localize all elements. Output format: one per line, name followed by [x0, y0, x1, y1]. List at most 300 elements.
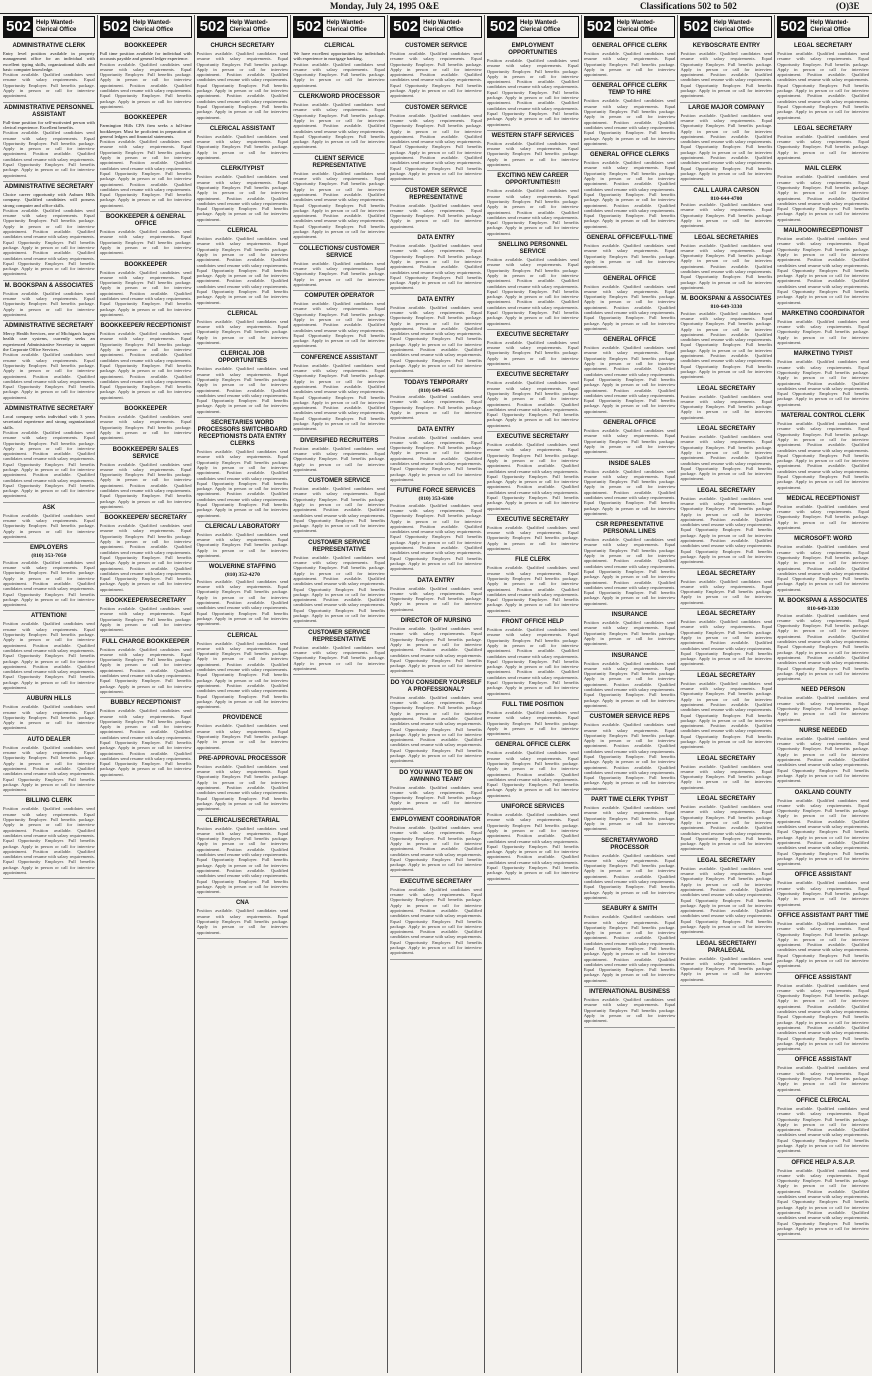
ad-fine-print: Position available. Qualified candidates send resume with salary requirements. Equal Opportunity Employer. Full benefits package. Apply in person or call for interview appointment. Position available. Qualified candidates send resume with salary requirements. Equal Opportunity Employer. Full benefits package. Apply in person or call for interview appointment. Position available. Qualified candidates send resume with salary requirements. Equal Opportunity Employer. Full benefits package. Apply in person or call for interview appointment. [3, 806, 95, 876]
ad-fine-print: Position available. Qualified candidates send resume with salary requirements. Equal Opportunity Employer. Full benefits package. Apply in person or call for interview appointment. Position available. Qualified candidates send resume with salary requirements. Equal Opportunity Employer. Full benefits package. Apply in person or call for interview appointment. Position available. Qualified candidates send resume with salary requirements. Equal Opportunity Employer. Full benefits package. Apply in person or call for interview appointment. [583, 914, 676, 983]
classified-ad [777, 685, 869, 725]
ad-fine-print: Position available. Qualified candidates send resume with salary requirements. Equal Opportunity Employer. Full benefits package. Apply in person or call for interview appointment. [680, 393, 773, 420]
ad-body: Local company seeks individual with 3 years secretarial experience and strong organizational skills. [3, 414, 95, 430]
section-header [197, 16, 289, 38]
classified-ad [3, 404, 95, 503]
classified-ad [3, 321, 95, 404]
section-number: 502 [780, 18, 806, 35]
classified-ad [584, 712, 676, 795]
ad-heading: COMPUTER OPERATOR [304, 293, 374, 300]
ad-heading: MAILROOM/RECEPTIONIST [783, 228, 863, 235]
classified-ad [197, 41, 289, 124]
section-number: 502 [683, 18, 709, 35]
classified-ad [100, 698, 192, 781]
classified-ad [777, 911, 869, 973]
ad-fine-print: Position available. Qualified candidates send resume with salary requirements. Equal Opportunity Employer. Full benefits package. Apply in person or call for interview appointment. Position available. Qualified candidates send resume with salary requirements. Equal Opportunity Employer. Full benefits package. Apply in person or call for interview appointment. [486, 750, 579, 798]
classified-ad [3, 796, 95, 879]
ad-fine-print: Position available. Qualified candidates send resume with salary requirements. Equal Opportunity Employer. Full benefits package. Apply in person or call for interview appointment. [3, 704, 95, 731]
ad-phone: (810) 352-4270 [224, 572, 260, 579]
classified-ad [197, 309, 289, 349]
ad-fine-print: Position available. Qualified candidates send resume with salary requirements. Equal Opportunity Employer. Full benefits package. Apply in person or call for interview appointment. [196, 723, 289, 750]
ad-fine-print: Position available. Qualified candidates send resume with salary requirements. Equal Opportunity Employer. Full benefits package. Apply in person or call for interview appointment. [196, 531, 289, 559]
classified-ad [390, 678, 482, 768]
ad-heading: INTERNATIONAL BUSINESS [589, 989, 670, 996]
ad-heading: MARKETING TYPIST [793, 351, 853, 358]
classified-ad [777, 1055, 869, 1095]
classified-ad [680, 486, 772, 569]
classified-ad [3, 611, 95, 694]
ad-heading: GENERAL OFFICE [603, 420, 657, 427]
ad-body: Farmington Hills CPA firm seeks a full-time bookkeeper. Must be proficient in preparation of general ledgers and financial statements. [99, 123, 192, 139]
ad-fine-print: Position available. Qualified candidates send resume with salary requirements. Equal Opportunity Employer. Full benefits package. Apply in person or call for interview appointment. Position available. Qualified candidates send resume with salary requirements. Equal Opportunity Employer. Full benefits package. Apply in person or call for interview appointment. [583, 660, 676, 708]
section-number: 502 [393, 18, 419, 35]
ad-heading: FRONT OFFICE HELP [501, 619, 564, 626]
ad-fine-print: Position available. Qualified candidates send resume with salary requirements. Equal Opportunity Employer. Full benefits package. Apply in person or call for interview appointment. Position available. Qualified candidates send resume with salary requirements. Equal Opportunity Employer. Full benefits package. Apply in person or call for interview appointment. Position available. Qualified candidates send resume with salary requirements. Equal Opportunity Employer. Full benefits package. Apply in person or call for interview appointment. [486, 257, 579, 326]
ad-fine-print: Position available. Qualified candidates send resume with salary requirements. Equal Opportunity Employer. Full benefits package. Apply in person or call for interview appointment. Position available. Qualified candidates send resume with salary requirements. Equal Opportunity Employer. Full benefits package. Apply in person or call for interview appointment. Position available. Qualified candidates send resume with salary requirements. Equal Opportunity Employer. Full benefits package. Apply in person or call for interview appointment. [777, 421, 870, 490]
classified-ad [197, 754, 289, 816]
ad-fine-print: Position available. Qualified candidates send resume with salary requirements. Equal Opportunity Employer. Full benefits package. Apply in person or call for interview appointment. Position available. Qualified candidates send resume with salary requirements. Equal Opportunity Employer. Full benefits package. Apply in person or call for interview appointment. [583, 852, 676, 900]
ad-fine-print: Position available. Qualified candidates send resume with salary requirements. Equal Opportunity Employer. Full benefits package. Apply in person or call for interview appointment. Position available. Qualified candidates send resume with salary requirements. Equal Opportunity Employer. Full benefits package. Apply in person or call for interview appointment. [583, 283, 676, 331]
ad-heading: LEGAL SECRETARY [697, 487, 756, 494]
ad-body: Entry level position available in property management office for an individual with excellent typing skills, organizational skills and basic computer knowledge. [3, 51, 95, 72]
ad-body: Mercy Health Services, one of Michigan's largest health care systems, currently seeks an experienced Administrative Secretary to support the Corporate Office Services. [3, 331, 95, 353]
classified-ad [487, 171, 579, 240]
classified-ad [584, 610, 676, 650]
ad-heading: AUBURN HILLS [26, 696, 72, 703]
ad-fine-print: Position available. Qualified candidates send resume with salary requirements. Equal Opportunity Employer. Full benefits package. Apply in person or call for interview appointment. Position available. Qualified candidates send resume with salary requirements. Equal Opportunity Employer. Full benefits package. Apply in person or call for interview appointment. Position available. Qualified candidates send resume with salary requirements. Equal Opportunity Employer. Full benefits package. Apply in person or call for interview appointment. [99, 523, 192, 592]
ad-heading: BOOKKEEPER/ SALES SERVICE [112, 446, 179, 460]
ad-heading: EXECUTIVE SECRETARY [400, 878, 473, 885]
ad-fine-print: Position available. Qualified candidates send resume with salary requirements. Equal Opportunity Employer. Full benefits package. Apply in person or call for interview appointment. Position available. Qualified candidates send resume with salary requirements. Equal Opportunity Employer. Full benefits package. Apply in person or call for interview appointment. Position available. Qualified candidates send resume with salary requirements. Equal Opportunity Employer. Full benefits package. Apply in person or call for interview appointment. [583, 160, 676, 229]
classified-ad [777, 226, 869, 309]
classified-ad [487, 700, 579, 740]
ad-fine-print: Position available. Qualified candidates send resume with salary requirements. Equal Opportunity Employer. Full benefits package. Apply in person or call for interview appointment. Position available. Qualified candidates send resume with salary requirements. Equal Opportunity Employer. Full benefits package. Apply in person or call for interview appointment. [777, 544, 870, 592]
classified-ad [197, 226, 289, 309]
ad-heading: CLERK/TYPIST [220, 166, 265, 173]
ad-heading: FUTURE FORCE SERVICES [396, 488, 476, 495]
ad-heading: SECRETARY/WORD PROCESSOR [601, 837, 659, 851]
ad-heading: CSR REPRESENTATIVE PERSONAL LINES [595, 522, 664, 536]
ad-fine-print: Position available. Qualified candidates send resume with salary requirements. Equal Opportunity Employer. Full benefits package. Apply in person or call for interview appointment. Position available. Qualified candidates send resume with salary requirements. Equal Opportunity Employer. Full benefits package. Apply in person or call for interview appointment. Position available. Qualified candidates send resume with salary requirements. Equal Opportunity Employer. Full benefits package. Apply in person or call for interview appointment. [583, 537, 676, 606]
ad-heading: FILE CLERK [515, 557, 551, 564]
ad-heading: DATA ENTRY [417, 577, 455, 584]
classified-ad [100, 513, 192, 596]
classified-ad [777, 596, 869, 685]
ad-fine-print: Position available. Qualified candidates send resume with salary requirements. Equal Opportunity Employer. Full benefits package. Apply in person or call for interview appointment. Position available. Qualified candidates send resume with salary requirements. Equal Opportunity Employer. Full benefits package. Apply in person or call for interview appointment. [680, 51, 773, 99]
ad-fine-print: Position available. Qualified candidates send resume with salary requirements. Equal Opportunity Employer. Full benefits package. Apply in person or call for interview appointment. Position available. Qualified candidates send resume with salary requirements. Equal Opportunity Employer. Full benefits package. Apply in person or call for interview appointment. [486, 188, 579, 236]
ad-fine-print: Position available. Qualified candidates send resume with salary requirements. Equal Opportunity Employer. Full benefits package. Apply in person or call for interview appointment. Position available. Qualified candidates send resume with salary requirements. Equal Opportunity Employer. Full benefits package. Apply in person or call for interview appointment. Position available. Qualified candidates send resume with salary requirements. Equal Opportunity Employer. Full benefits package. Apply in person or call for interview appointment. [777, 236, 870, 305]
ad-fine-print: Position available. Qualified candidates send resume with salary requirements. Equal Opportunity Employer. Full benefits package. Apply in person or call for interview appointment. Position available. Qualified candidates send resume with salary requirements. Equal Opportunity Employer. Full benefits package. Apply in person or call for interview appointment. Position available. Qualified candidates send resume with salary requirements. Equal Opportunity Employer. Full benefits package. Apply in person or call for interview appointment. [390, 502, 482, 572]
ad-heading: MAIL CLERK [804, 166, 842, 173]
classified-ad [584, 987, 676, 1027]
classified-ad [777, 788, 869, 871]
ad-phone: (810) 353-7050 [31, 553, 67, 560]
classified-ad [100, 404, 192, 444]
ad-heading: NEED PERSON [801, 687, 845, 694]
ad-heading: LEGAL SECRETARY/ PARALEGAL [696, 940, 757, 954]
classified-ad [584, 150, 676, 233]
ad-phone: 810-644-4700 [710, 195, 743, 202]
classified-ad [100, 260, 192, 322]
ad-heading: AUTO DEALER [27, 736, 71, 743]
ad-fine-print: Position available. Qualified candidates send resume with salary requirements. Equal Opportunity Employer. Full benefits package. Apply in person or call for interview appointment. [293, 644, 386, 671]
ad-heading: BOOKKEEPER [124, 261, 168, 268]
ad-heading: SNELLING PERSONNEL SERVICE [498, 242, 568, 256]
ad-phone: 810-649-3330 [807, 606, 839, 613]
ad-fine-print: Position available. Qualified candidates send resume with salary requirements. Equal Opportunity Employer. Full benefits package. Apply in person or call for interview appointment. Position available. Qualified candidates send resume with salary requirements. Equal Opportunity Employer. Full benefits package. Apply in person or call for interview appointment. Position available. Qualified candidates send resume with salary requirements. Equal Opportunity Employer. Full benefits package. Apply in person or call for interview appointment. [196, 825, 289, 895]
ad-heading: ADMINISTRATIVE SECRETARY [4, 323, 94, 330]
classified-ad [487, 330, 579, 370]
ad-heading: ADMINISTRATIVE CLERK [12, 43, 86, 49]
classified-ad [100, 321, 192, 404]
ad-fine-print: Position available. Qualified candidates send resume with salary requirements. Equal Opportunity Employer. Full benefits package. Apply in person or call for interview appointment. Position available. Qualified candidates send resume with salary requirements. Equal Opportunity Employer. Full benefits package. Apply in person or call for interview appointment. [99, 646, 192, 694]
page-number: (O)3E [836, 1, 860, 11]
ad-fine-print: Position available. Qualified candidates send resume with salary requirements. Equal Opportunity Employer. Full benefits package. Apply in person or call for interview appointment. Position available. Qualified candidates send resume with salary requirements. Equal Opportunity Employer. Full benefits package. Apply in person or call for interview appointment. Position available. Qualified candidates send resume with salary requirements. Equal Opportunity Employer. Full benefits package. Apply in person or call for interview appointment. [777, 612, 870, 682]
masthead [0, 0, 872, 14]
ad-fine-print: Position available. Qualified candidates send resume with salary requirements. Equal Opportunity Employer. Full benefits package. Apply in person or call for interview appointment. [99, 414, 192, 441]
classified-ad [390, 486, 482, 575]
classified-ad [777, 349, 869, 411]
ad-fine-print: Position available. Qualified candidates send resume with salary requirements. Equal Opportunity Employer. Full benefits package. Apply in person or call for interview appointment. Position available. Qualified candidates send resume with salary requirements. Equal Opportunity Employer. Full benefits package. Apply in person or call for interview appointment. Position available. Qualified candidates send resume with salary requirements. Equal Opportunity Employer. Full benefits package. Apply in person or call for interview appointment. [3, 621, 95, 690]
ad-heading: EMPLOYERS [30, 545, 68, 552]
ad-phone: (810) 353-6300 [418, 496, 454, 503]
classified-ad [584, 335, 676, 418]
ad-fine-print: Position available. Qualified candidates send resume with salary requirements. Equal Opportunity Employer. Full benefits package. Apply in person or call for interview appointment. Position available. Qualified candidates send resume with salary requirements. Equal Opportunity Employer. Full benefits package. Apply in person or call for interview appointment. Position available. Qualified candidates send resume with salary requirements. Equal Opportunity Employer. Full benefits package. Apply in person or call for interview appointment. [486, 58, 579, 127]
section-label: Help Wanted-Clerical Office [810, 20, 851, 33]
classified-ad [197, 349, 289, 418]
ad-fine-print: Position available. Qualified candidates send resume with salary requirements. Equal Opportunity Employer. Full benefits package. Apply in person or call for interview appointment. [777, 1065, 870, 1092]
ad-heading: LEGAL SECRETARY [794, 125, 853, 132]
classified-ad [390, 233, 482, 295]
ad-fine-print: Position available. Qualified candidates send resume with salary requirements. Equal Opportunity Employer. Full benefits package. Apply in person or call for interview appointment. [390, 784, 482, 811]
ad-heading: DATA ENTRY [417, 426, 455, 433]
ad-heading: CUSTOMER SERVICE [404, 43, 468, 49]
ad-fine-print: Position available. Qualified candidates send resume with salary requirements. Equal Opportunity Employer. Full benefits package. Apply in person or call for interview appointment. [583, 428, 676, 455]
ad-heading: ADMINISTRATIVE SECRETARY [4, 406, 94, 413]
ad-fine-print: Position available. Qualified candidates send resume with salary requirements. Equal Opportunity Employer. Full benefits package. Apply in person or call for interview appointment. Position available. Qualified candidates send resume with salary requirements. Equal Opportunity Employer. Full benefits package. Apply in person or call for interview appointment. [99, 269, 192, 317]
classified-ad [584, 418, 676, 458]
ad-fine-print: Position available. Qualified candidates send resume with salary requirements. Equal Opportunity Employer. Full benefits package. Apply in person or call for interview appointment. [3, 512, 95, 539]
ad-heading: BOOKKEEPER/SECRETARY [105, 598, 187, 605]
classified-ad [680, 939, 772, 986]
classified-ad [584, 233, 676, 273]
classified-columns [1, 15, 871, 1373]
ad-fine-print: Position available. Qualified candidates send resume with salary requirements. Equal Opportunity Employer. Full benefits package. Apply in person or call for interview appointment. Position available. Qualified candidates send resume with salary requirements. Equal Opportunity Employer. Full benefits package. Apply in person or call for interview appointment. Position available. Qualified candidates send resume with salary requirements. Equal Opportunity Employer. Full benefits package. Apply in person or call for interview appointment. [680, 310, 773, 380]
classified-ad [584, 81, 676, 150]
ad-fine-print: Position available. Qualified candidates send resume with salary requirements. Equal Opportunity Employer. Full benefits package. Apply in person or call for interview appointment. Position available. Qualified candidates send resume with salary requirements. Equal Opportunity Employer. Full benefits package. Apply in person or call for interview appointment. Position available. Qualified candidates send resume with salary requirements. Equal Opportunity Employer. Full benefits package. Apply in person or call for interview appointment. [3, 207, 95, 277]
ad-heading: LEGAL SECRETARIES [694, 234, 759, 241]
column-1 [1, 15, 98, 1373]
ad-fine-print: Position available. Qualified candidates send resume with salary requirements. Equal Opportunity Employer. Full benefits package. Apply in person or call for interview appointment. [486, 524, 579, 552]
ad-fine-print: Position available. Qualified candidates send resume with salary requirements. Equal Opportunity Employer. Full benefits package. Apply in person or call for interview appointment. Position available. Qualified candidates send resume with salary requirements. Equal Opportunity Employer. Full benefits package. Apply in person or call for interview appointment. [583, 468, 676, 516]
ad-fine-print: Position available. Qualified candidates send resume with salary requirements. Equal Opportunity Employer. Full benefits package. Apply in person or call for interview appointment. [196, 908, 289, 935]
ad-fine-print: Position available. Qualified candidates send resume with salary requirements. Equal Opportunity Employer. Full benefits package. Apply in person or call for interview appointment. Position available. Qualified candidates send resume with salary requirements. Equal Opportunity Employer. Full benefits package. Apply in person or call for interview appointment. [293, 486, 386, 534]
classified-ad [777, 1158, 869, 1241]
section-header [293, 16, 385, 38]
classified-ad [197, 418, 289, 522]
ad-fine-print: Position available. Qualified candidates send resume with salary requirements. Equal Opportunity Employer. Full benefits package. Apply in person or call for interview appointment. Position available. Qualified candidates send resume with salary requirements. Equal Opportunity Employer. Full benefits package. Apply in person or call for interview appointment. Position available. Qualified candidates send resume with salary requirements. Equal Opportunity Employer. Full benefits package. Apply in person or call for interview appointment. [293, 554, 386, 624]
classified-ad [487, 131, 579, 171]
ad-heading: CALL LAURA CARSON [693, 187, 760, 194]
ad-heading: SEABURY & SMITH [601, 906, 658, 913]
classified-ad [680, 754, 772, 794]
section-label: Help Wanted-Clerical Office [423, 20, 464, 33]
ad-heading: FULL CHARGE BOOKKEEPER [102, 638, 190, 645]
ad-heading: DIRECTOR OF NURSING [400, 618, 472, 625]
ad-heading: LEGAL SECRETARY [697, 426, 756, 433]
ad-fine-print: Position available. Qualified candidates send resume with salary requirements. Equal Opportunity Employer. Full benefits package. Apply in person or call for interview appointment. Position available. Qualified candidates send resume with salary requirements. Equal Opportunity Employer. Full benefits package. Apply in person or call for interview appointment. [293, 102, 386, 150]
ad-fine-print: Position available. Qualified candidates send resume with salary requirements. Equal Opportunity Employer. Full benefits package. Apply in person or call for interview appointment. Position available. Qualified candidates send resume with salary requirements. Equal Opportunity Employer. Full benefits package. Apply in person or call for interview appointment. [196, 366, 289, 414]
ad-heading: BOOKKEEPER [124, 115, 168, 122]
ad-heading: SECRETARIES WORD PROCESSORS SWITCHBOARD RECEPTIONISTS DATA ENTRY CLERKS [197, 420, 288, 448]
ad-fine-print: Position available. Qualified candidates send resume with salary requirements. Equal Opportunity Employer. Full benefits package. Apply in person or call for interview appointment. Position available. Qualified candidates send resume with salary requirements. Equal Opportunity Employer. Full benefits package. Apply in person or call for interview appointment. Position available. Qualified candidates send resume with salary requirements. Equal Opportunity Employer. Full benefits package. Apply in person or call for interview appointment. [680, 680, 773, 750]
ad-heading: UNIFORCE SERVICES [501, 804, 565, 811]
ad-fine-print: Position available. Qualified candidates send resume with salary requirements. Equal Opportunity Employer. Full benefits package. Apply in person or call for interview appointment. Position available. Qualified candidates send resume with salary requirements. Equal Opportunity Employer. Full benefits package. Apply in person or call for interview appointment. Position available. Qualified candidates send resume with salary requirements. Equal Opportunity Employer. Full benefits package. Apply in person or call for interview appointment. [486, 812, 579, 881]
issue-date: Monday, July 24, 1995 O&E [330, 1, 440, 11]
ad-heading: CLERICAL [227, 632, 258, 639]
section-header [487, 16, 579, 38]
ad-heading: LEGAL SECRETARY [697, 796, 756, 803]
ad-fine-print: Position available. Qualified candidates send resume with salary requirements. Equal Opportunity Employer. Full benefits package. Apply in person or call for interview appointment. Position available. Qualified candidates send resume with salary requirements. Equal Opportunity Employer. Full benefits package. Apply in person or call for interview appointment. Position available. Qualified candidates send resume with salary requirements. Equal Opportunity Employer. Full benefits package. Apply in person or call for interview appointment. [777, 797, 870, 867]
ad-fine-print: Position available. Qualified candidates send resume with salary requirements. Equal Opportunity Employer. Full benefits package. Apply in person or call for interview appointment. Position available. Qualified candidates send resume with salary requirements. Equal Opportunity Employer. Full benefits package. Apply in person or call for interview appointment. Position available. Qualified candidates send resume with salary requirements. Equal Opportunity Employer. Full benefits package. Apply in person or call for interview appointment. [583, 345, 676, 414]
ad-heading: CUSTOMER SERVICE [308, 478, 371, 485]
classified-ad [680, 569, 772, 609]
classified-ad [293, 41, 385, 92]
classified-ad [584, 836, 676, 905]
classified-ad [487, 370, 579, 432]
ad-fine-print: Position available. Qualified candidates send resume with salary requirements. Equal Opportunity Employer. Full benefits package. Apply in person or call for interview appointment. [486, 709, 579, 737]
column-2 [98, 15, 195, 1373]
section-label: Help Wanted-Clerical Office [36, 20, 77, 33]
ad-heading: MARKETING COORDINATOR [781, 310, 865, 317]
ad-fine-print: Position available. Qualified candidates send resume with salary requirements. Equal Opportunity Employer. Full benefits package. Apply in person or call for interview appointment. Position available. Qualified candidates send resume with salary requirements. Equal Opportunity Employer. Full benefits package. Apply in person or call for interview appointment. Position available. Qualified candidates send resume with salary requirements. Equal Opportunity Employer. Full benefits package. Apply in person or call for interview appointment. [3, 429, 95, 499]
ad-heading: ASK [42, 504, 56, 511]
classified-ad [584, 795, 676, 835]
ad-fine-print: Position available. Qualified candidates send resume with salary requirements. Equal Opportunity Employer. Full benefits package. Apply in person or call for interview appointment. Position available. Qualified candidates send resume with salary requirements. Equal Opportunity Employer. Full benefits package. Apply in person or call for interview appointment. [196, 763, 289, 812]
ad-fine-print: Position available. Qualified candidates send resume with salary requirements. Equal Opportunity Employer. Full benefits package. Apply in person or call for interview appointment. Position available. Qualified candidates send resume with salary requirements. Equal Opportunity Employer. Full benefits package. Apply in person or call for interview appointment. [680, 242, 773, 290]
ad-heading: LEGAL SECRETARY [697, 857, 756, 864]
classified-ad [777, 870, 869, 910]
ad-heading: BUBBLY RECEPTIONIST [110, 700, 181, 707]
ad-heading: WESTERN STAFF SERVICES [491, 132, 575, 139]
classified-ad [197, 124, 289, 164]
classified-ad [197, 562, 289, 630]
classified-ad [293, 92, 385, 154]
classified-ad [197, 522, 289, 562]
classified-ad [293, 476, 385, 538]
classified-ad [487, 240, 579, 330]
ad-heading: BOOKKEEPER [124, 43, 168, 49]
classified-ad [487, 515, 579, 555]
ad-fine-print: Position available. Qualified candidates send resume with salary requirements. Equal Opportunity Employer. Full benefits package. Apply in person or call for interview appointment. [3, 290, 95, 317]
classified-ad [390, 425, 482, 487]
ad-fine-print: Position available. Qualified candidates send resume with salary requirements. Equal Opportunity Employer. Full benefits package. Apply in person or call for interview appointment. Position available. Qualified candidates send resume with salary requirements. Equal Opportunity Employer. Full benefits package. Apply in person or call for interview appointment. [680, 804, 773, 852]
ad-heading: BOOKKEEPER & GENERAL OFFICE [105, 214, 186, 228]
ad-fine-print: Position available. Qualified candidates send resume with salary requirements. Equal Opportunity Employer. Full benefits package. Apply in person or call for interview appointment. Position available. Qualified candidates send resume with salary requirements. Equal Opportunity Employer. Full benefits package. Apply in person or call for interview appointment. [3, 352, 95, 400]
classified-ad [100, 596, 192, 636]
section-label: Help Wanted-Clerical Office [229, 20, 270, 33]
section-header [3, 16, 95, 38]
classified-ad [390, 103, 482, 186]
classified-ad [3, 281, 95, 321]
ad-heading: BOOKKEEPER/ SECRETARY [104, 515, 187, 522]
section-label: Help Wanted-Clerical Office [132, 20, 174, 33]
ad-fine-print: Position available. Qualified candidates send resume with salary requirements. Equal Opportunity Employer. Full benefits package. Apply in person or call for interview appointment. [777, 133, 870, 161]
ad-fine-print: Position available. Qualified candidates send resume with salary requirements. Equal Opportunity Employer. Full benefits package. Apply in person or call for interview appointment. [390, 202, 482, 229]
ad-fine-print: Position available. Qualified candidates send resume with salary requirements. Equal Opportunity Employer. Full benefits package. Apply in person or call for interview appointment. Position available. Qualified candidates send resume with salary requirements. Equal Opportunity Employer. Full benefits package. Apply in person or call for interview appointment. [390, 626, 482, 674]
classified-ad [680, 186, 772, 233]
ad-heading: INSURANCE [611, 652, 648, 659]
ad-heading: MATERIAL CONTROL CLERK [781, 413, 866, 420]
ad-fine-print: Position available. Qualified candidates send resume with salary requirements. Equal Opportunity Employer. Full benefits package. Apply in person or call for interview appointment. Position available. Qualified candidates send resume with salary requirements. Equal Opportunity Employer. Full benefits package. Apply in person or call for interview appointment. [486, 380, 579, 428]
ad-fine-print: Position available. Qualified candidates send resume with salary requirements. Equal Opportunity Employer. Full benefits package. Apply in person or call for interview appointment. [583, 51, 676, 78]
column-3 [195, 15, 292, 1373]
ad-fine-print: Position available. Qualified candidates send resume with salary requirements. Equal Opportunity Employer. Full benefits package. Apply in person or call for interview appointment. Position available. Qualified candidates send resume with salary requirements. Equal Opportunity Employer. Full benefits package. Apply in person or call for interview appointment. Position available. Qualified candidates send resume with salary requirements. Equal Opportunity Employer. Full benefits package. Apply in person or call for interview appointment. [390, 304, 482, 374]
ad-heading: LEGAL SECRETARY [697, 570, 756, 577]
ad-fine-print: Position available. Qualified candidates send resume with salary requirements. Equal Opportunity Employer. Full benefits package. Apply in person or call for interview appointment. [583, 805, 676, 832]
ad-fine-print: Position available. Qualified candidates send resume with salary requirements. Equal Opportunity Employer. Full benefits package. Apply in person or call for interview appointment. Position available. Qualified candidates send resume with salary requirements. Equal Opportunity Employer. Full benefits package. Apply in person or call for interview appointment. Position available. Qualified candidates send resume with salary requirements. Equal Opportunity Employer. Full benefits package. Apply in person or call for interview appointment. [390, 694, 482, 764]
ad-fine-print: Position available. Qualified candidates send resume with salary requirements. Equal Opportunity Employer. Full benefits package. Apply in person or call for interview appointment. [777, 880, 870, 907]
ad-heading: MICROSOFT: WORD [794, 536, 853, 543]
classified-ad [584, 459, 676, 521]
ad-heading: OFFICE HELP A.S.A.P. [791, 1159, 855, 1166]
classified-ad [777, 973, 869, 1056]
ad-heading: TODAYS TEMPORARY [403, 379, 469, 386]
classified-ad [680, 609, 772, 671]
ad-heading: CLERICAL JOB OPPORTUNITIES [217, 351, 267, 365]
ad-heading: DO YOU CONSIDER YOURSELF A PROFESSIONAL? [390, 679, 482, 693]
ad-heading: GENERAL OFFICE [603, 275, 657, 282]
classified-ad [3, 503, 95, 543]
classified-ad [293, 538, 385, 628]
section-label: Help Wanted-Clerical Office [519, 20, 561, 33]
classification-range: Classifications 502 to 502 [640, 1, 737, 11]
classified-ad [777, 41, 869, 124]
ad-fine-print: Position available. Qualified candidates send resume with salary requirements. Equal Opportunity Employer. Full benefits package. Apply in person or call for interview appointment. [486, 140, 579, 168]
classified-ad [777, 164, 869, 226]
column-4 [291, 15, 388, 1373]
ad-fine-print: Position available. Qualified candidates send resume with salary requirements. Equal Opportunity Employer. Full benefits package. Apply in person or call for interview appointment. [777, 318, 870, 346]
ad-heading: CUSTOMER SERVICE [404, 104, 468, 111]
ad-heading: WOLVERINE STAFFING [208, 564, 276, 571]
classified-ad [197, 898, 289, 938]
ad-heading: OFFICE ASSISTANT [794, 872, 852, 879]
ad-fine-print: Position available. Qualified candidates send resume with salary requirements. Equal Opportunity Employer. Full benefits package. Apply in person or call for interview appointment. [99, 606, 192, 633]
ad-heading: EMPLOYMENT OPPORTUNITIES [508, 43, 558, 56]
ad-fine-print: Position available. Qualified candidates send resume with salary requirements. Equal Opportunity Employer. Full benefits package. Apply in person or call for interview appointment. Position available. Qualified candidates send resume with salary requirements. Equal Opportunity Employer. Full benefits package. Apply in person or call for interview appointment. Position available. Qualified candidates send resume with salary requirements. Equal Opportunity Employer. Full benefits package. Apply in person or call for interview appointment. [583, 722, 676, 791]
ad-fine-print: Position available. Qualified candidates send resume with salary requirements. Equal Opportunity Employer. Full benefits package. Apply in person or call for interview appointment. Position available. Qualified candidates send resume with salary requirements. Equal Opportunity Employer. Full benefits package. Apply in person or call for interview appointment. Position available. Qualified candidates send resume with salary requirements. Equal Opportunity Employer. Full benefits package. Apply in person or call for interview appointment. [777, 51, 870, 120]
ad-heading: DIVERSIFIED RECRUITERS [300, 437, 379, 444]
classified-ad [777, 411, 869, 494]
ad-heading: CHURCH SECRETARY [210, 43, 275, 49]
classified-ad [3, 41, 95, 103]
ad-heading: M. BOOKSPAN & ASSOCIATES [778, 598, 868, 605]
classified-ad [390, 877, 482, 960]
ad-fine-print: Position available. Qualified candidates send resume with salary requirements. Equal Opportunity Employer. Full benefits package. Apply in person or call for interview appointment. Position available. Qualified candidates send resume with salary requirements. Equal Opportunity Employer. Full benefits package. Apply in person or call for interview appointment. [777, 735, 870, 784]
ad-fine-print: Position available. Qualified candidates send resume with salary requirements. Equal Opportunity Employer. Full benefits package. Apply in person or call for interview appointment. Position available. Qualified candidates send resume with salary requirements. Equal Opportunity Employer. Full benefits package. Apply in person or call for interview appointment. [3, 744, 95, 793]
ad-fine-print: Position available. Qualified candidates send resume with salary requirements. Equal Opportunity Employer. Full benefits package. Apply in person or call for interview appointment. [293, 260, 386, 287]
ad-heading: DATA ENTRY [417, 296, 455, 303]
ad-fine-print: Position available. Qualified candidates send resume with salary requirements. Equal Opportunity Employer. Full benefits package. Apply in person or call for interview appointment. Position available. Qualified candidates send resume with salary requirements. Equal Opportunity Employer. Full benefits package. Apply in person or call for interview appointment. [293, 301, 386, 349]
column-8 [678, 15, 775, 1373]
ad-fine-print: Position available. Qualified candidates send resume with salary requirements. Equal Opportunity Employer. Full benefits package. Apply in person or call for interview appointment. Position available. Qualified candidates send resume with salary requirements. Equal Opportunity Employer. Full benefits package. Apply in person or call for interview appointment. [583, 98, 676, 146]
ad-heading: GENERAL OFFICE/FULL-TIME [586, 235, 673, 242]
ad-body: We have excellent opportunities for individuals with experience in mortgage banking. [293, 51, 386, 62]
classified-ad [584, 520, 676, 610]
section-header [680, 16, 772, 38]
ad-heading: EMPLOYMENT COORDINATOR [391, 817, 481, 824]
ad-fine-print: Position available. Qualified candidates send resume with salary requirements. Equal Opportunity Employer. Full benefits package. Apply in person or call for interview appointment. [680, 955, 773, 982]
column-7 [582, 15, 679, 1373]
ad-fine-print: Position available. Qualified candidates send resume with salary requirements. Equal Opportunity Employer. Full benefits package. Apply in person or call for interview appointment. Position available. Qualified candidates send resume with salary requirements. Equal Opportunity Employer. Full benefits package. Apply in person or call for interview appointment. [777, 1105, 870, 1154]
classified-ad [487, 617, 579, 700]
ad-fine-print: Position available. Qualified candidates send resume with salary requirements. Equal Opportunity Employer. Full benefits package. Apply in person or call for interview appointment. Position available. Qualified candidates send resume with salary requirements. Equal Opportunity Employer. Full benefits package. Apply in person or call for interview appointment. [390, 434, 482, 482]
section-label: Help Wanted-Clerical Office [616, 20, 658, 33]
classified-ad [100, 445, 192, 514]
ad-fine-print: Position available. Qualified candidates send resume with salary requirements. Equal Opportunity Employer. Full benefits package. Apply in person or call for interview appointment. [196, 318, 289, 346]
classified-ad [680, 41, 772, 103]
ad-fine-print: Position available. Qualified candidates send resume with salary requirements. Equal Opportunity Employer. Full benefits package. Apply in person or call for interview appointment. Position available. Qualified candidates send resume with salary requirements. Equal Opportunity Employer. Full benefits package. Apply in person or call for interview appointment. Position available. Qualified candidates send resume with salary requirements. Equal Opportunity Employer. Full benefits package. Apply in person or call for interview appointment. [99, 139, 192, 208]
ad-heading: CLERICAL [324, 43, 355, 49]
ad-heading: INSIDE SALES [608, 460, 651, 467]
classified-ad [3, 182, 95, 281]
ad-heading: ADMINISTRATIVE SECRETARY [4, 183, 94, 190]
classified-ad [777, 534, 869, 596]
section-label: Help Wanted-Clerical Office [713, 20, 754, 33]
ad-body: Full-time position for self-motivated person with clerical experience. Excellent benefits. [3, 119, 95, 130]
ad-fine-print: Position available. Qualified candidates send resume with salary requirements. Equal Opportunity Employer. Full benefits package. Apply in person or call for interview appointment. [680, 578, 773, 605]
classified-ad [100, 212, 192, 259]
ad-heading: CLIENT SERVICE REPRESENTATIVE [312, 155, 366, 169]
ad-heading: CLERICAL [227, 310, 258, 317]
section-number: 502 [199, 18, 225, 35]
classified-ad [197, 713, 289, 753]
ad-fine-print: Position available. Qualified candidates send resume with salary requirements. Equal Opportunity Employer. Full benefits package. Apply in person or call for interview appointment. [293, 445, 386, 472]
ad-heading: PART TIME CLERK TYPIST [591, 797, 669, 804]
ad-heading: GENERAL OFFICE CLERK [495, 742, 571, 749]
classified-ad [487, 432, 579, 515]
ad-heading: EXECUTIVE SECRETARY [496, 372, 569, 379]
classified-ad [293, 436, 385, 476]
classified-ad [487, 740, 579, 802]
classified-ad [777, 1096, 869, 1158]
ad-heading: PROVIDENCE [222, 715, 263, 722]
classified-ad [293, 244, 385, 291]
ad-body: Choice career opportunity with Auburn Hills company. Qualified candidates will possess strong computer and office skills. [3, 191, 95, 208]
ad-heading: EXECUTIVE SECRETARY [496, 516, 569, 523]
classified-ad [680, 856, 772, 939]
ad-heading: GENERAL OFFICE [603, 337, 657, 344]
classified-ad [3, 694, 95, 734]
ad-heading: LEGAL SECRETARY [697, 385, 756, 392]
ad-heading: BOOKKEEPER [124, 406, 168, 413]
classified-ad [3, 735, 95, 797]
ad-fine-print: Position available. Qualified candidates send resume with salary requirements. Equal Opportunity Employer. Full benefits package. Apply in person or call for interview appointment. [777, 503, 870, 531]
classified-ad [100, 637, 192, 699]
ad-heading: CUSTOMER SERVICE REPRESENTATIVE [308, 539, 371, 553]
classified-ad [487, 802, 579, 885]
section-number: 502 [102, 18, 128, 35]
section-header [390, 16, 482, 38]
ad-heading: OFFICE ASSISTANT [794, 1057, 852, 1064]
ad-fine-print: Position available. Qualified candidates send resume with salary requirements. Equal Opportunity Employer. Full benefits package. Apply in person or call for interview appointment. Position available. Qualified candidates send resume with salary requirements. Equal Opportunity Employer. Full benefits package. Apply in person or call for interview appointment. Position available. Qualified candidates send resume with salary requirements. Equal Opportunity Employer. Full benefits package. Apply in person or call for interview appointment. [196, 51, 289, 120]
classified-ad [584, 651, 676, 713]
classified-ad [197, 816, 289, 899]
ad-phone: 810-649-3330 [710, 304, 743, 311]
ad-heading: CUSTOMER SERVICE REPRESENTATIVE [404, 187, 468, 201]
ad-fine-print: Position available. Qualified candidates send resume with salary requirements. Equal Opportunity Employer. Full benefits package. Apply in person or call for interview appointment. Position available. Qualified candidates send resume with salary requirements. Equal Opportunity Employer. Full benefits package. Apply in person or call for interview appointment. Position available. Qualified candidates send resume with salary requirements. Equal Opportunity Employer. Full benefits package. Apply in person or call for interview appointment. [777, 1167, 870, 1237]
ad-fine-print: Position available. Qualified candidates send resume with salary requirements. Equal Opportunity Employer. Full benefits package. Apply in person or call for interview appointment. Position available. Qualified candidates send resume with salary requirements. Equal Opportunity Employer. Full benefits package. Apply in person or call for interview appointment. Position available. Qualified candidates send resume with salary requirements. Equal Opportunity Employer. Full benefits package. Apply in person or call for interview appointment. [680, 495, 773, 565]
